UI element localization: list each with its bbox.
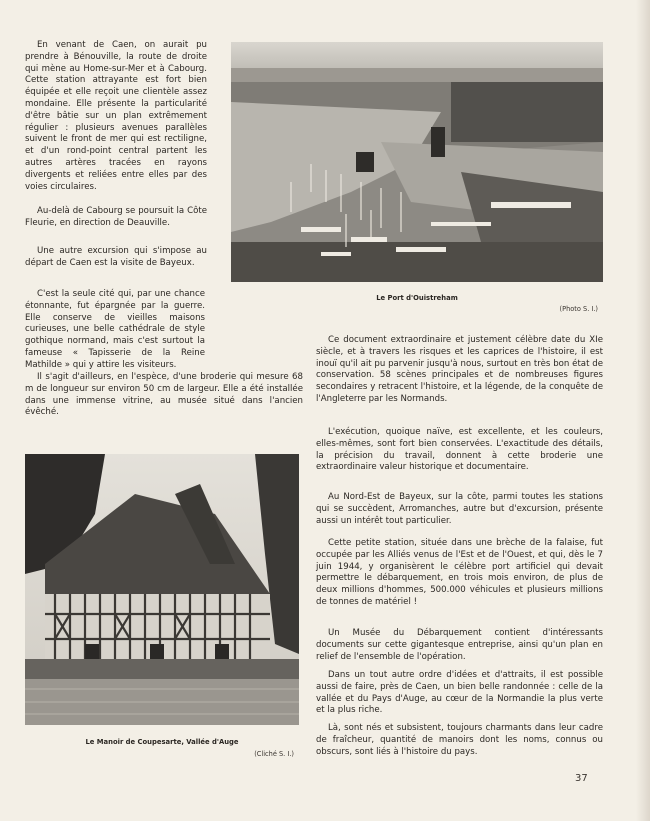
paragraph-document: Ce document extraordinaire et justement célèbre date du XIe siècle, et à travers les risques et les caprices de l'histoire, il est inouï qu'il ait pu parvenir jusqu'à nous, surtout en très bon état de conservation. 58 scènes principales et de nombreuses figures secondaires y retracent l'histoire, et la légende, de la conquête de l'Angleterre par les Normands. [316,335,603,404]
credit-port: (Photo S. I.) [559,305,598,313]
caption-port: Le Port d'Ouistreham [376,294,458,302]
paragraph-station: Cette petite station, située dans une brèche de la falaise, fut occupée par les Alliés venus de l'Est et de l'Ouest, et qui, dès le 7 juin 1944, y organisèrent le célèbre port artificiel qui devait permettre le débarquement, en trois mois environ, de plus de deux millions d'hommes, 500.000 véhicules et plusieurs millions de tonnes de matériel ! [316,538,603,607]
paragraph-cote-fleurie: Au-delà de Cabourg se poursuit la Côte Fleurie, en direction de Deauville. [25,206,207,228]
paragraph-execution: L'exécution, quoique naïve, est excellente, et les couleurs, elles-mêmes, sont fort bien conservées. L'exactitude des détails, la précision du travail, donnent à cette broderie une extraordinaire valeur historique et documentaire. [316,427,603,473]
photo-port-ouistreham [231,42,603,282]
paragraph-excursion-bayeux: Une autre excursion qui s'impose au départ de Caen est la visite de Bayeux. [25,246,207,268]
paragraph-manoirs: Là, sont nés et subsistent, toujours charmants dans leur cadre de fraîcheur, quantité de manoirs dont les noms, connus ou obscurs, sont liés à l'histoire du pays. [316,723,603,757]
paragraph-cabourg: En venant de Caen, on aurait pu prendre à Bénouville, la route de droite qui mène au Home-sur-Mer et à Cabourg. Cette station attrayante est fort bien équipée et elle reçoit une clientèle assez mondaine. Elle présente la particularité d'être bâtie sur un plan extrêmement régulier : plusieurs avenues parallèles suivent le front de mer qui est rectiligne, et d'un rond-point central partent les autres artères tracées en rayons divergents et reliées entre elles par des voies circulaires. [25,40,207,192]
paragraph-bayeux-cite: C'est la seule cité qui, par une chance étonnante, fut épargnée par la guerre. Elle conserve de vieilles maisons curieuses, une belle cathédrale de style gothique normand, mais c'est surtout la fameuse « Tapisserie de la Reine Mathilde » qui y attire les visiteurs. [25,289,205,370]
page-fold-shadow [636,0,650,821]
photo-manoir-coupesarte [25,454,299,725]
page-number: 37 [575,773,588,784]
paragraph-pays-auge: Dans un tout autre ordre d'idées et d'attraits, il est possible aussi de faire, près de Caen, un bien belle randonnée : celle de la vallée et du Pays d'Auge, au cœur de la Normandie la plus verte et la plus riche. [316,670,603,716]
paragraph-musee: Un Musée du Débarquement contient d'intéressants documents sur cette gigantesque entreprise, ainsi qu'un plan en relief de l'ensemble de l'opération. [316,628,603,662]
paragraph-broderie: Il s'agit d'ailleurs, en l'espèce, d'une broderie qui mesure 68 m de longueur sur environ 50 cm de largeur. Elle a été installée dans une immense vitrine, au musée situé dans l'ancien évêché. [25,372,303,418]
paragraph-arromanches: Au Nord-Est de Bayeux, sur la côte, parmi toutes les stations qui se succèdent, Arromanches, autre but d'excursion, présente aussi un intérêt tout particulier. [316,492,603,526]
caption-manoir: Le Manoir de Coupesarte, Vallée d'Auge [85,738,239,746]
credit-manoir: (Cliché S. I.) [254,750,294,758]
